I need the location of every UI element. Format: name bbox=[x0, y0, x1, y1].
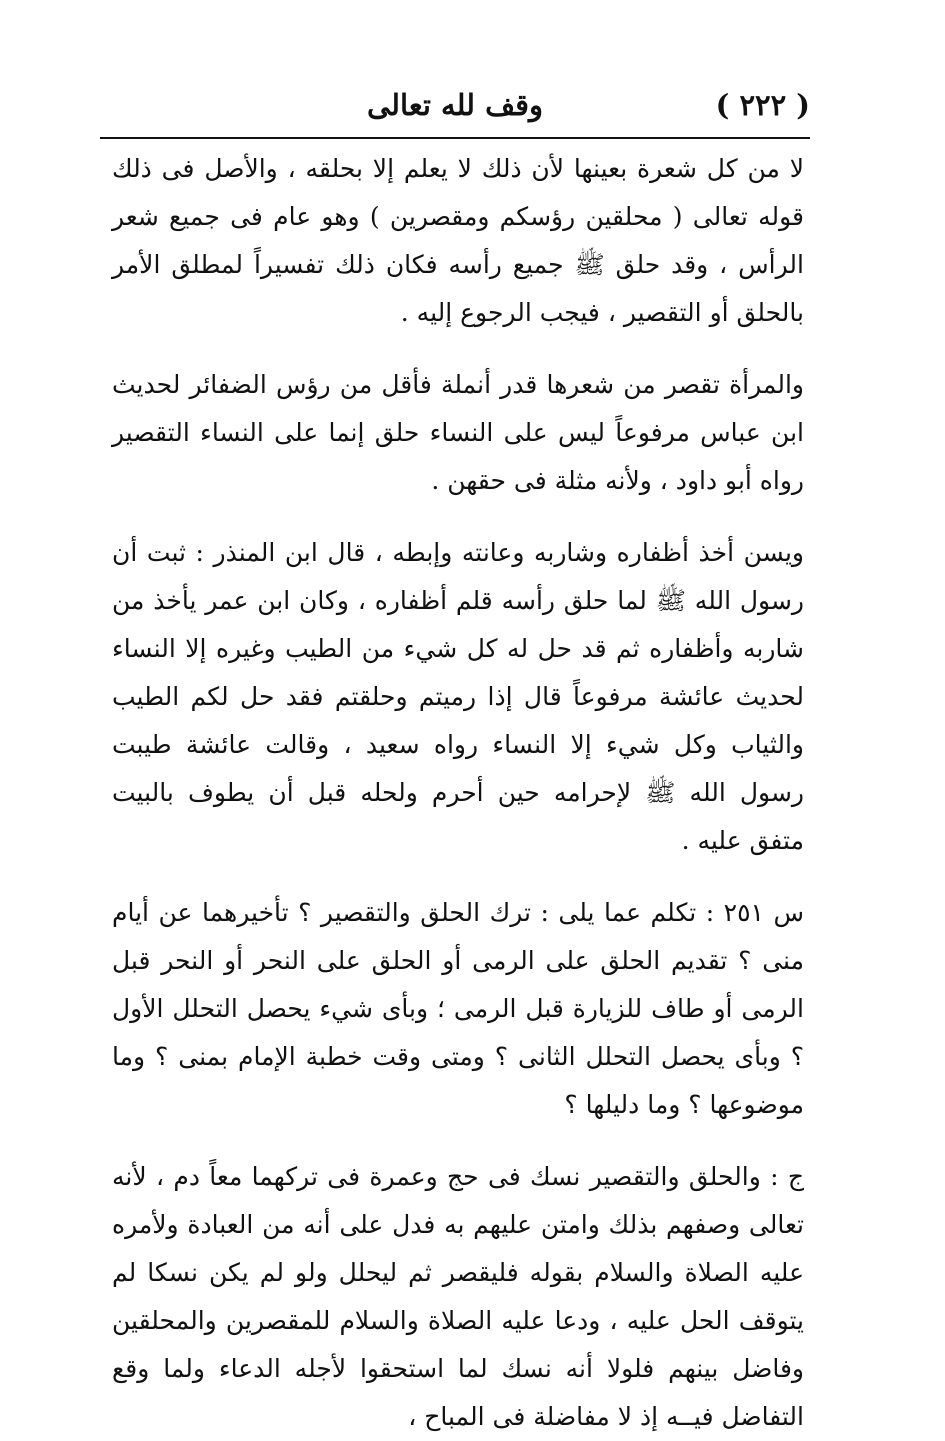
paragraph-woman-trimming: والمرأة تقصر من شعرها قدر أنملة فأقل من رؤس الضفائر لحديث ابن عباس مرفوعاً ليس على النساء حلق إنما على النساء التقصير رواه أبو داود ، ولأنه مثلة فى حقهن . bbox=[112, 370, 804, 495]
page-number: ( ٢٢٢ ) bbox=[715, 88, 810, 122]
running-title: وقف لله تعالى bbox=[367, 88, 543, 122]
paragraph-answer: ج : والحلق والتقصير نسك فى حج وعمرة فى تركهما معاً دم ، لأنه تعالى وصفهم بذلك وامتن عليهم به فدل على أنه من العبادة ولأمره عليه الصلاة والسلام بقوله فليقصر ثم ليحلل ولو لم يكن نسكا لم يتوقف الحل عليه ، ودعا عليه الصلاة والسلام للمقصرين والمحلقين وفاضل بينهم فلولا أنه نسك لما استحقوا لأجله الدعاء ولما وقع التفاضل فيــه إذ لا مفاضلة فى المباح ، bbox=[112, 1162, 804, 1431]
paragraph-nails-and-release: ويسن أخذ أظفاره وشاربه وعانته وإبطه ، قال ابن المنذر : ثبت أن رسول الله ﷺ لما حلق رأسه قلم أظفاره ، وكان ابن عمر يأخذ من شاربه وأظفاره ثم قد حل له كل شيء من الطيب وغيره إلا النساء لحديث عائشة مرفوعاً قال إذا رميتم وحلقتم فقد حل لكم الطيب والثياب وكل شيء إلا النساء رواه سعيد ، وقالت عائشة طيبت رسول الله ﷺ لإحرامه حين أحرم ولحله قبل أن يطوف بالبيت متفق عليه . bbox=[112, 538, 804, 855]
body-text bbox=[112, 145, 804, 1441]
paragraph-shaving-ruling: لا من كل شعرة بعينها لأن ذلك لا يعلم إلا بحلقه ، والأصل فى ذلك قوله تعالى ( محلقين رؤسكم ومقصرين ) وهو عام فى جميع شعر الرأس ، وقد حلق ﷺ جميع رأسه فكان ذلك تفسيراً لمطلق الأمر بالحلق أو التقصير ، فيجب الرجوع إليه . bbox=[112, 154, 804, 327]
header-rule bbox=[100, 137, 810, 139]
paragraph-question-251: س ٢٥١ : تكلم عما يلى : ترك الحلق والتقصير ؟ تأخيرهما عن أيام منى ؟ تقديم الحلق على الرمى أو الحلق على النحر أو النحر قبل الرمى أو طاف للزيارة قبل الرمى ؛ وبأى شيء يحصل التحلل الأول ؟ وبأى يحصل التحلل الثانى ؟ ومتى وقت خطبة الإمام بمنى ؟ وما موضوعها ؟ وما دليلها ؟ bbox=[112, 898, 805, 1119]
page-header bbox=[100, 84, 810, 134]
